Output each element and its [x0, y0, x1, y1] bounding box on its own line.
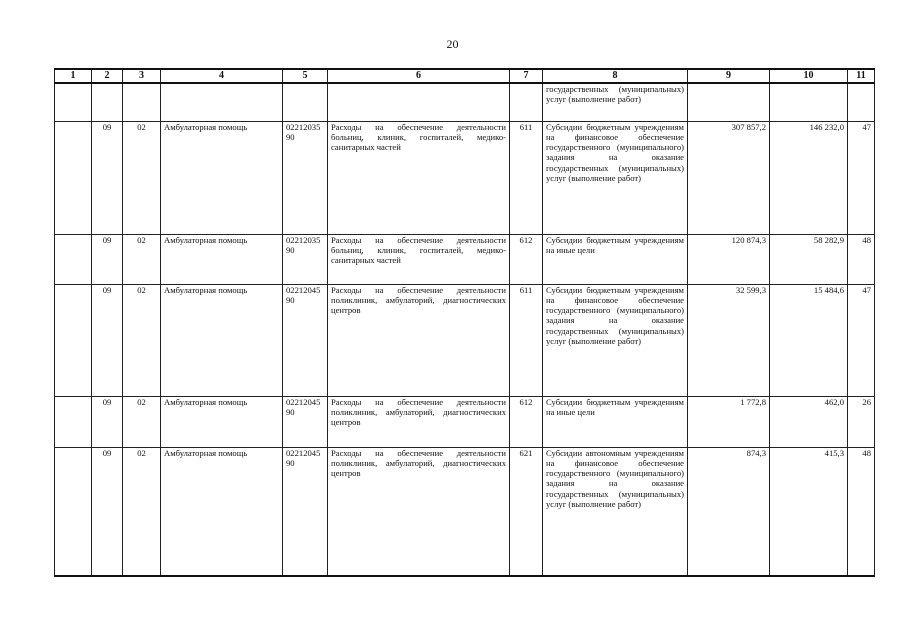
cell-plan: 1 772,8 [688, 396, 770, 447]
cell-target-code: 0221203590 [283, 234, 328, 284]
table-row [55, 284, 875, 396]
cell-index [55, 234, 92, 284]
column-header: 1 [55, 69, 92, 83]
cell-expense-type: 612 [510, 396, 543, 447]
cell-section: 09 [92, 284, 123, 396]
cell-subsection: 02 [123, 121, 161, 234]
cell-expense-type [510, 83, 543, 121]
page-number: 20 [446, 37, 459, 51]
cell-target-code: 0221204590 [283, 447, 328, 576]
cell-expense-type-name: Субсидии бюджетным учреждениям на финансовое обеспечение государственного (муниципального) задания на оказание государственных (муниципальных) услуг (выполнение работ) [543, 284, 688, 396]
column-header: 4 [161, 69, 283, 83]
cell-target-name: Расходы на обеспечение деятельности поликлиник, амбулаторий, диагностических центров [328, 396, 510, 447]
cell-actual [770, 83, 848, 121]
cell-actual: 415,3 [770, 447, 848, 576]
column-header: 6 [328, 69, 510, 83]
cell-index [55, 396, 92, 447]
table-row [55, 447, 875, 576]
cell-index [55, 447, 92, 576]
cell-actual: 462,0 [770, 396, 848, 447]
column-header: 8 [543, 69, 688, 83]
cell-target-name: Расходы на обеспечение деятельности больниц, клиник, госпиталей, медико-санитарных частей [328, 234, 510, 284]
cell-target-name: Расходы на обеспечение деятельности поликлиник, амбулаторий, диагностических центров [328, 447, 510, 576]
cell-subsection: 02 [123, 447, 161, 576]
header-row [55, 69, 875, 83]
cell-expense-type-name: Субсидии бюджетным учреждениям на иные цели [543, 396, 688, 447]
cell-percent: 47 [848, 284, 875, 396]
cell-subsection: 02 [123, 284, 161, 396]
cell-actual: 58 282,9 [770, 234, 848, 284]
cell-expense-type-name: государственных (муниципальных) услуг (выполнение работ) [543, 83, 688, 121]
cell-target-code: 0221204590 [283, 284, 328, 396]
cell-section [92, 83, 123, 121]
column-header: 10 [770, 69, 848, 83]
cell-percent [848, 83, 875, 121]
column-header: 5 [283, 69, 328, 83]
cell-expense-type: 621 [510, 447, 543, 576]
cell-subsection-name: Амбулаторная помощь [161, 284, 283, 396]
cell-index [55, 83, 92, 121]
column-header: 2 [92, 69, 123, 83]
column-header: 9 [688, 69, 770, 83]
cell-plan: 120 874,3 [688, 234, 770, 284]
cell-target-name [328, 83, 510, 121]
cell-subsection-name: Амбулаторная помощь [161, 234, 283, 284]
cell-subsection-name [161, 83, 283, 121]
cell-subsection-name: Амбулаторная помощь [161, 121, 283, 234]
cell-actual: 15 484,6 [770, 284, 848, 396]
cell-subsection-name: Амбулаторная помощь [161, 447, 283, 576]
cell-plan: 874,3 [688, 447, 770, 576]
cell-plan: 32 599,3 [688, 284, 770, 396]
cell-subsection [123, 83, 161, 121]
cell-expense-type-name: Субсидии бюджетным учреждениям на финансовое обеспечение государственного (муниципального) задания на оказание государственных (муниципальных) услуг (выполнение работ) [543, 121, 688, 234]
cell-subsection: 02 [123, 396, 161, 447]
cell-target-name: Расходы на обеспечение деятельности поликлиник, амбулаторий, диагностических центров [328, 284, 510, 396]
budget-table [54, 68, 875, 577]
cell-plan: 307 857,2 [688, 121, 770, 234]
cell-plan [688, 83, 770, 121]
cell-percent: 48 [848, 234, 875, 284]
table-row [55, 83, 875, 121]
table-row [55, 234, 875, 284]
cell-target-code: 0221203590 [283, 121, 328, 234]
cell-expense-type: 611 [510, 284, 543, 396]
cell-section: 09 [92, 447, 123, 576]
cell-section: 09 [92, 234, 123, 284]
cell-percent: 48 [848, 447, 875, 576]
cell-expense-type: 612 [510, 234, 543, 284]
cell-target-code: 0221204590 [283, 396, 328, 447]
cell-section: 09 [92, 396, 123, 447]
column-header: 3 [123, 69, 161, 83]
cell-section: 09 [92, 121, 123, 234]
cell-index [55, 121, 92, 234]
cell-expense-type-name: Субсидии автономным учреждениям на финансовое обеспечение государственного (муниципального) задания на оказание государственных (муниципальных) услуг (выполнение работ) [543, 447, 688, 576]
cell-index [55, 284, 92, 396]
cell-percent: 47 [848, 121, 875, 234]
cell-expense-type: 611 [510, 121, 543, 234]
cell-subsection: 02 [123, 234, 161, 284]
table-row [55, 121, 875, 234]
cell-subsection-name: Амбулаторная помощь [161, 396, 283, 447]
cell-target-code [283, 83, 328, 121]
column-header: 11 [848, 69, 875, 83]
cell-actual: 146 232,0 [770, 121, 848, 234]
cell-percent: 26 [848, 396, 875, 447]
cell-target-name: Расходы на обеспечение деятельности больниц, клиник, госпиталей, медико-санитарных частей [328, 121, 510, 234]
cell-expense-type-name: Субсидии бюджетным учреждениям на иные цели [543, 234, 688, 284]
table-row [55, 396, 875, 447]
column-header: 7 [510, 69, 543, 83]
